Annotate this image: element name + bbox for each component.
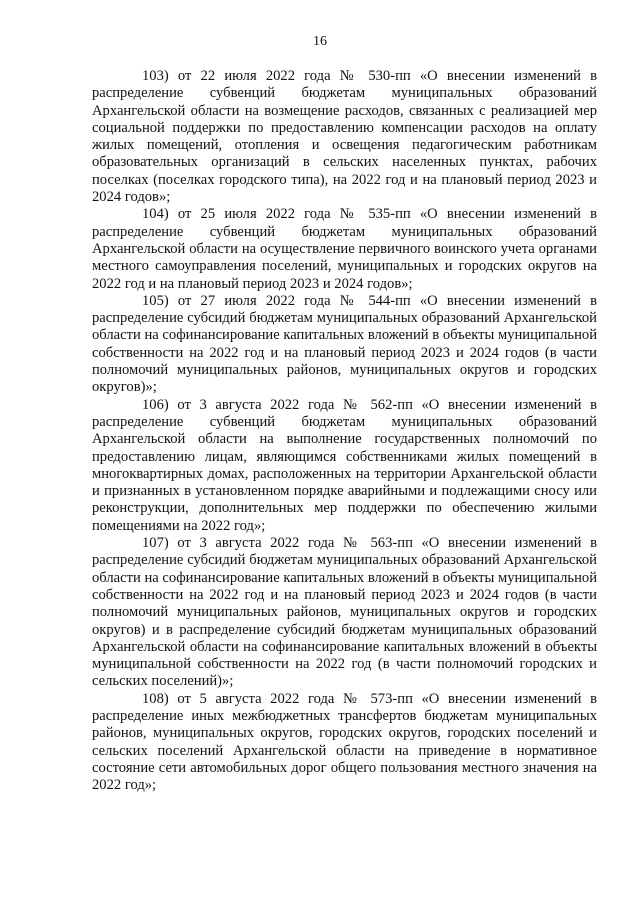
paragraph-item-107: 107) от 3 августа 2022 года № 563-пп «О внесении изменений в распределение субсидий бюджетам муниципальных образований Архангельской области на софинансирование капитальных вложений в объекты муниципальной собственности на 2022 год и на плановый период 2023 и 2024 годов (в части полномочий муниципальных районов, муниципальных округов и городских округов) и в распределение субсидий бюджетам муниципальных образований Архангельской области на софинансирование капитальных вложений в объекты муниципальной собственности на 2022 год (в части полномочий городских и сельских поселений)»;	[92, 535, 597, 690]
paragraph-item-105: 105) от 27 июля 2022 года № 544-пп «О внесении изменений в распределение субсидий бюджетам муниципальных образований Архангельской области на софинансирование капитальных вложений в объекты муниципальной собственности на 2022 год и на плановый период 2023 и 2024 годов (в части полномочий муниципальных районов, муниципальных округов и городских округов)»;	[92, 292, 597, 396]
paragraph-item-108: 108) от 5 августа 2022 года № 573-пп «О внесении изменений в распределение иных межбюджетных трансфертов бюджетам муниципальных районов, муниципальных округов, городских округов, городских поселений и сельских поселений Архангельской области на приведение в нормативное состояние сети автомобильных дорог общего пользования местного значения на 2022 год»;	[92, 690, 597, 794]
paragraph-item-103: 103) от 22 июля 2022 года № 530-пп «О внесении изменений в распределение субвенций бюджетам муниципальных образований Архангельской области на возмещение расходов, связанных с реализацией мер социальной поддержки по предоставлению компенсации расходов на оплату жилых помещений, отопления и освещения педагогическим работникам образовательных организаций в сельских населенных пунктах, рабочих поселках (поселках городского типа), на 2022 год и на плановый период 2023 и 2024 годов»;	[92, 68, 597, 206]
paragraph-item-104: 104) от 25 июля 2022 года № 535-пп «О внесении изменений в распределение субвенций бюджетам муниципальных образований Архангельской области на осуществление первичного воинского учета органами местного самоуправления поселений, муниципальных и городских округов на 2022 год и на плановый период 2023 и 2024 годов»;	[92, 206, 597, 292]
page-number: 16	[313, 34, 327, 49]
paragraph-item-106: 106) от 3 августа 2022 года № 562-пп «О внесении изменений в распределение субвенций бюджетам муниципальных образований Архангельской области на выполнение государственных полномочий по предоставлению лицам, являющимся собственниками жилых помещений в многоквартирных домах, расположенных на территории Архангельской области и признанных в установленном порядке аварийными и подлежащими сносу или реконструкции, дополнительных мер поддержки по обеспечению жилыми помещениями на 2022 год»;	[92, 396, 597, 534]
document-body	[92, 68, 597, 794]
